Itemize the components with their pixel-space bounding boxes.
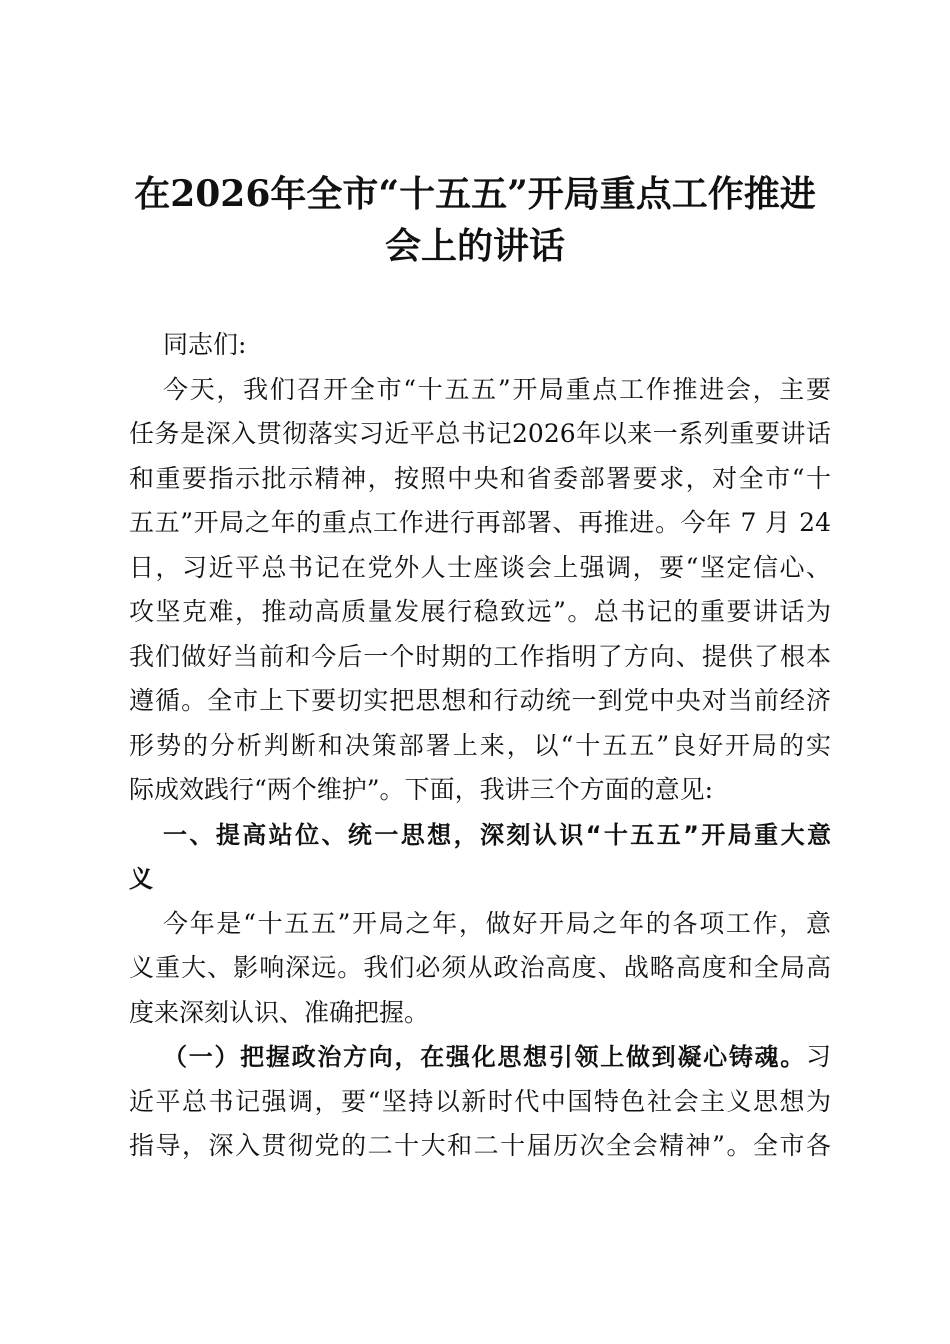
para2-line: 度来深刻认识、准确把握。: [129, 997, 430, 1027]
section-heading-1: 义: [129, 865, 153, 893]
section-heading-1: 一、提高站位、统一思想，深刻认识“十五五”开局重大意: [163, 820, 831, 849]
para3-first-line: [129, 1035, 831, 1080]
para1-line: 遵循。全市上下要切实把思想和行动统一到党中央对当前经济: [129, 686, 831, 715]
para3-first-rest: 习: [805, 1042, 831, 1071]
document-title: [120, 168, 830, 272]
para1-line: 形势的分析判断和决策部署上来，以“十五五”良好开局的实: [129, 730, 831, 760]
para1-line: 和重要指示批示精神，按照中央和省委部署要求，对全市“十: [129, 463, 831, 493]
para1-line: 任务是深入贯彻落实习近平总书记2026年以来一系列重要讲话: [129, 419, 831, 448]
para2-line: 今年是“十五五”开局之年，做好开局之年的各项工作，意: [163, 908, 831, 938]
para2-line: 义重大、影响深远。我们必须从政治高度、战略高度和全局高: [129, 953, 831, 982]
title-line-2: 会上的讲话: [384, 225, 565, 267]
para1-line: 日，习近平总书记在党外人士座谈会上强调，要“坚定信心、: [129, 552, 831, 582]
title-line-1: 在2026年全市“十五五”开局重点工作推进: [134, 173, 816, 215]
para3-line: 近平总书记强调，要“坚持以新时代中国特色社会主义思想为: [129, 1086, 831, 1116]
para1-line: 际成效践行“两个维护”。下面，我讲三个方面的意见:: [129, 775, 713, 804]
salutation: 同志们:: [163, 330, 247, 359]
para1-line: 攻坚克难，推动高质量发展行稳致远”。总书记的重要讲话为: [129, 597, 831, 626]
para1-line: 我们做好当前和今后一个时期的工作指明了方向、提供了根本: [129, 641, 831, 671]
document-body: [129, 323, 831, 1169]
para1-line: 五五”开局之年的重点工作进行再部署、再推进。今年 7 月 24: [129, 508, 831, 537]
para3-line: 指导，深入贯彻党的二十大和二十届历次全会精神”。全市各: [129, 1131, 831, 1160]
subheading-1: （一）把握政治方向，在强化思想引领上做到凝心铸魂。: [163, 1043, 806, 1071]
para1-line: 今天，我们召开全市“十五五”开局重点工作推进会，主要: [163, 374, 831, 404]
